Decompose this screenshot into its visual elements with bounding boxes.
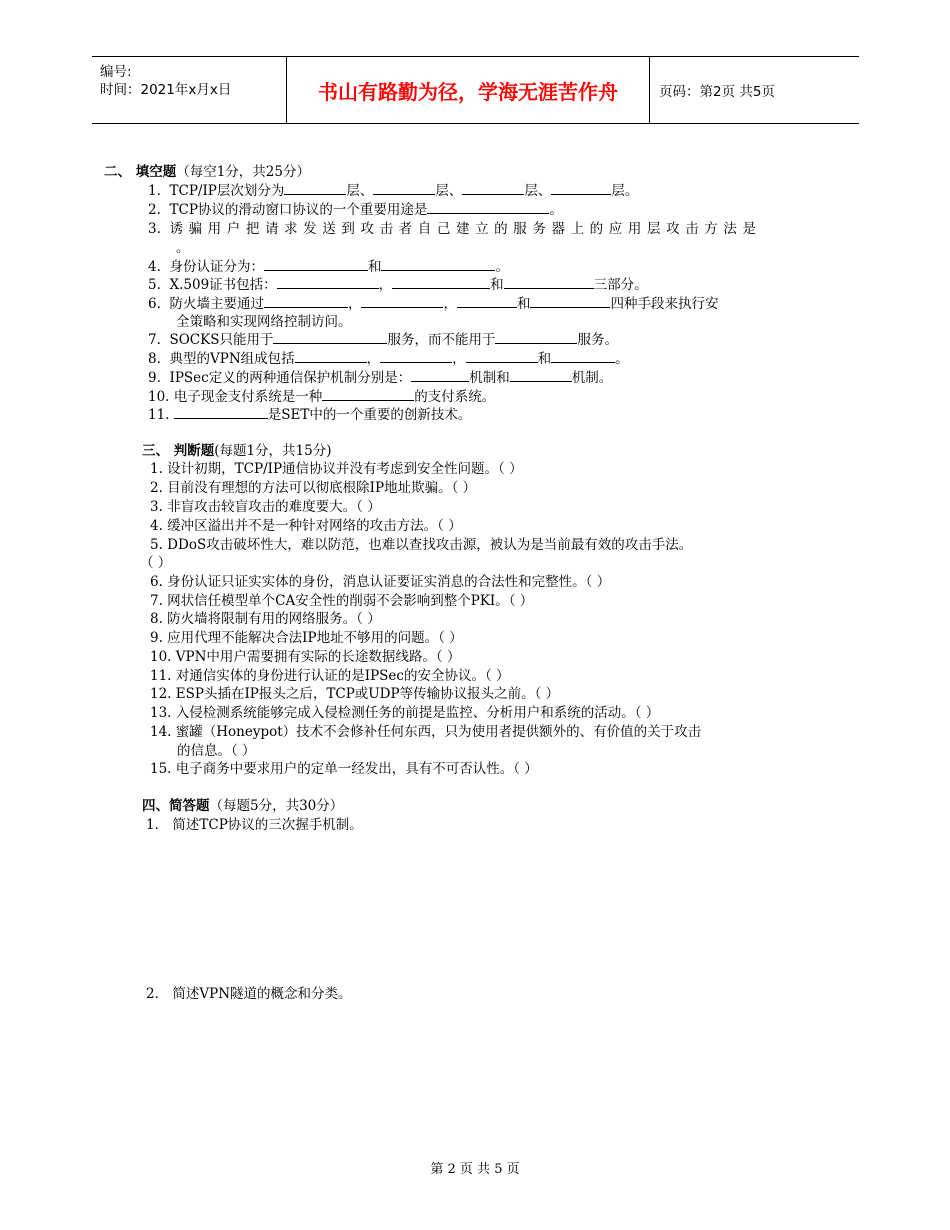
answer-blank[interactable]: [551, 350, 615, 363]
judge-item: 12. ESP头插在IP报头之后，TCP或UDP等传输协议报头之前。（ ）: [150, 686, 560, 702]
fill-question-5: 5. X.509证书包括： ， 和 三部分。: [148, 277, 648, 293]
page-info: 页码：第2页 共5页: [659, 84, 775, 100]
answer-blank[interactable]: [466, 350, 538, 363]
page-footer: 第 2 页 共 5 页: [430, 1162, 520, 1177]
judge-item: 5. DDoS攻击破坏性大，难以防范，也难以查找攻击源，被认为是当前最有效的攻击手法。: [150, 537, 693, 553]
section3-note: (每题1分，共15分): [214, 443, 332, 459]
judge-item: 14. 蜜罐（Honeypot）技术不会修补任何东西，只为使用者提供额外的、有价值的关于攻击: [150, 724, 702, 740]
judge-item: 7. 网状信任模型单个CA安全性的削弱不会影响到整个PKI。（ ）: [150, 593, 534, 609]
fill-question-6: 6. 防火墙主要通过 ， ， 和 四种手段来执行安: [148, 296, 719, 312]
answer-blank[interactable]: [277, 276, 379, 289]
motto: 书山有路勤为径，学海无涯苦作舟: [287, 57, 650, 123]
fill-question-8: 8. 典型的VPN组成包括 ， ， 和 。: [148, 351, 629, 367]
answer-blank[interactable]: [361, 295, 443, 308]
answer-blank[interactable]: [380, 350, 452, 363]
answer-blank[interactable]: [392, 276, 490, 289]
answer-blank[interactable]: [530, 295, 610, 308]
fill-question-7: 7. SOCKS只能用于 服务，而不能用于 服务。: [148, 332, 618, 348]
fill-question-10: 10. 电子现金支付系统是一种 的支付系统。: [148, 389, 496, 405]
answer-blank[interactable]: [373, 182, 435, 195]
judge-item: 8. 防火墙将限制有用的网络服务。（ ）: [150, 611, 381, 627]
answer-blank[interactable]: [284, 182, 346, 195]
answer-blank[interactable]: [504, 276, 594, 289]
section2-title: 二、 填空题: [104, 164, 177, 180]
answer-blank[interactable]: [457, 295, 517, 308]
answer-blank[interactable]: [462, 182, 524, 195]
judge-item: 2. 目前没有理想的方法可以彻底根除IP地址欺骗。（ ）: [150, 480, 477, 496]
fill-question-4: 4. 身份认证分为： 和 。: [148, 259, 509, 275]
header-meta-cell: [92, 57, 287, 123]
section3-heading: [142, 442, 332, 460]
answer-blank[interactable]: [427, 201, 549, 214]
short-answer-question-1: 1． 简述TCP协议的三次握手机制。: [146, 817, 363, 833]
fill-question-6-cont: 全策略和实现网络控制访问。: [176, 314, 352, 330]
fill-question-9: 9. IPSec定义的两种通信保护机制分别是： 机制和 机制。: [148, 370, 613, 386]
judge-item: 10. VPN中用户需要拥有实际的长途数据线路。（ ）: [150, 649, 461, 665]
answer-blank[interactable]: [295, 350, 367, 363]
section4-title: 四、简答题: [142, 798, 210, 814]
section2-heading: [104, 163, 310, 181]
answer-blank[interactable]: [551, 182, 611, 195]
judge-item: 9. 应用代理不能解决合法IP地址不够用的问题。（ ）: [150, 630, 463, 646]
judge-item: 13. 入侵检测系统能够完成入侵检测任务的前提是监控、分析用户和系统的活动。（ ）: [150, 705, 660, 721]
answer-blank[interactable]: [174, 406, 268, 419]
answer-blank[interactable]: [322, 388, 414, 401]
answer-blank[interactable]: [381, 258, 495, 271]
answer-blank[interactable]: [495, 331, 577, 344]
judge-item: 6. 身份认证只证实实体的身份，消息认证要证实消息的合法性和完整性。（ ）: [150, 574, 611, 590]
judge-item: 15. 电子商务中要求用户的定单一经发出，具有不可否认性。（ ）: [150, 761, 538, 777]
fill-question-11: 11. 是SET中的一个重要的创新技术。: [148, 407, 472, 423]
judge-item: 4. 缓冲区溢出并不是一种针对网络的攻击方法。（ ）: [150, 518, 462, 534]
answer-blank[interactable]: [510, 369, 572, 382]
section4-heading: [142, 797, 343, 815]
short-answer-question-2: 2． 简述VPN隧道的概念和分类。: [146, 986, 352, 1002]
page-header: [92, 56, 859, 124]
answer-blank[interactable]: [264, 295, 348, 308]
judge-item: 11. 对通信实体的身份进行认证的是IPSec的安全协议。（ ）: [150, 668, 510, 684]
judge-item: 3. 非盲攻击较盲攻击的难度要大。（ ）: [150, 499, 381, 515]
fill-question-3: 3. 诱骗用户把请求发送到攻击者自己建立的服务器上的应用层攻击方法是: [148, 221, 762, 237]
fill-question-2: 2. TCP协议的滑动窗口协议的一个重要用途是 。: [148, 202, 563, 218]
answer-blank[interactable]: [273, 331, 387, 344]
fill-question-1: 1. TCP/IP层次划分为 层、 层、 层、 层。: [148, 183, 639, 199]
answer-blank[interactable]: [264, 258, 368, 271]
judge-item: 1. 设计初期，TCP/IP通信协议并没有考虑到安全性问题。（ ）: [150, 461, 523, 477]
judge-item-cont: 的信息。（ ）: [177, 743, 256, 759]
answer-blank[interactable]: [411, 369, 469, 382]
fill-question-3-cont: 。: [176, 240, 190, 256]
date-line: 时间：2021年x月x日: [100, 82, 232, 98]
section3-title: 三、 判断题: [142, 443, 215, 459]
section4-note: （每题5分，共30分）: [209, 798, 344, 814]
number-label: 编号:: [100, 64, 132, 80]
judge-item-cont: （ ）: [140, 555, 172, 571]
section2-note: （每空1分，共25分）: [176, 164, 310, 180]
